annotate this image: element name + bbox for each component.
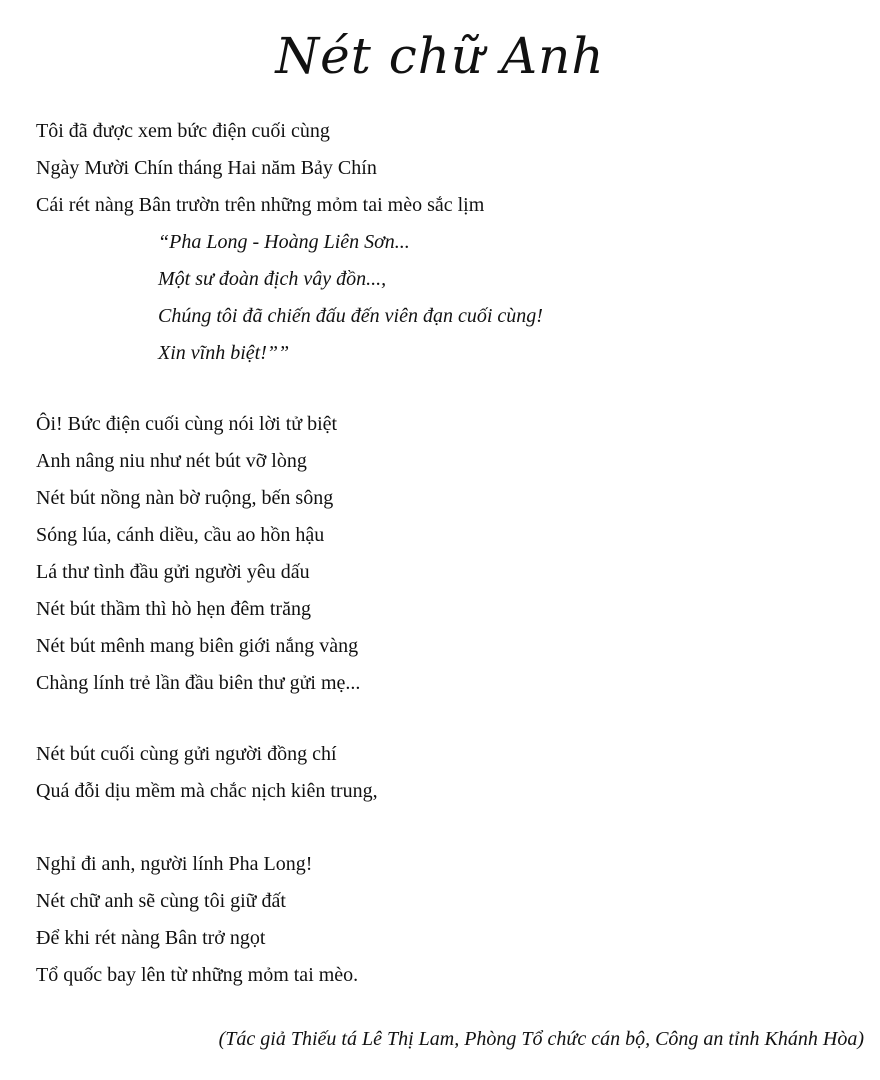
poem-line: Cái rét nàng Bân trườn trên những mỏm tai mèo sắc lịm <box>36 194 485 216</box>
poem-line: Ôi! Bức điện cuối cùng nói lời tử biệt <box>36 413 338 435</box>
poem-line: Chàng lính trẻ lần đầu biên thư gửi mẹ... <box>36 672 361 694</box>
poem-line: Sóng lúa, cánh diều, cầu ao hồn hậu <box>36 524 325 546</box>
poem-line: Quá đỗi dịu mềm mà chắc nịch kiên trung, <box>36 780 378 802</box>
stanza-4 <box>36 846 856 994</box>
quote-line: Chúng tôi đã chiến đấu đến viên đạn cuối cùng! <box>158 305 543 327</box>
stanza-1 <box>36 113 856 372</box>
poem-line: Nghỉ đi anh, người lính Pha Long! <box>36 853 313 875</box>
poem-line: Nét bút nồng nàn bờ ruộng, bến sông <box>36 487 334 509</box>
poem-line: Nét bút cuối cùng gửi người đồng chí <box>36 743 337 765</box>
author-credit: (Tác giả Thiếu tá Lê Thị Lam, Phòng Tổ chức cán bộ, Công an tỉnh Khánh Hòa) <box>218 1028 864 1050</box>
poem-line: Nét chữ anh sẽ cùng tôi giữ đất <box>36 890 286 912</box>
poem-line: Để khi rét nàng Bân trở ngọt <box>36 927 266 949</box>
quote-line: Xin vĩnh biệt!”” <box>158 342 290 364</box>
poem-line: Nét bút thầm thì hò hẹn đêm trăng <box>36 598 311 620</box>
poem-line: Tôi đã được xem bức điện cuối cùng <box>36 120 330 142</box>
poem-title: Nét chữ Anh <box>275 27 605 85</box>
poem-line: Lá thư tình đầu gửi người yêu dấu <box>36 561 310 583</box>
stanza-3 <box>36 736 856 810</box>
quote-line: “Pha Long - Hoàng Liên Sơn... <box>158 231 410 253</box>
poem-line: Ngày Mười Chín tháng Hai năm Bảy Chín <box>36 157 377 179</box>
stanza-2 <box>36 406 856 702</box>
poem-line: Nét bút mênh mang biên giới nắng vàng <box>36 635 359 657</box>
poem-line: Anh nâng niu như nét bút vỡ lòng <box>36 450 307 472</box>
quote-line: Một sư đoàn địch vây đồn..., <box>158 268 387 290</box>
poem-line: Tổ quốc bay lên từ những mỏm tai mèo. <box>36 964 359 986</box>
